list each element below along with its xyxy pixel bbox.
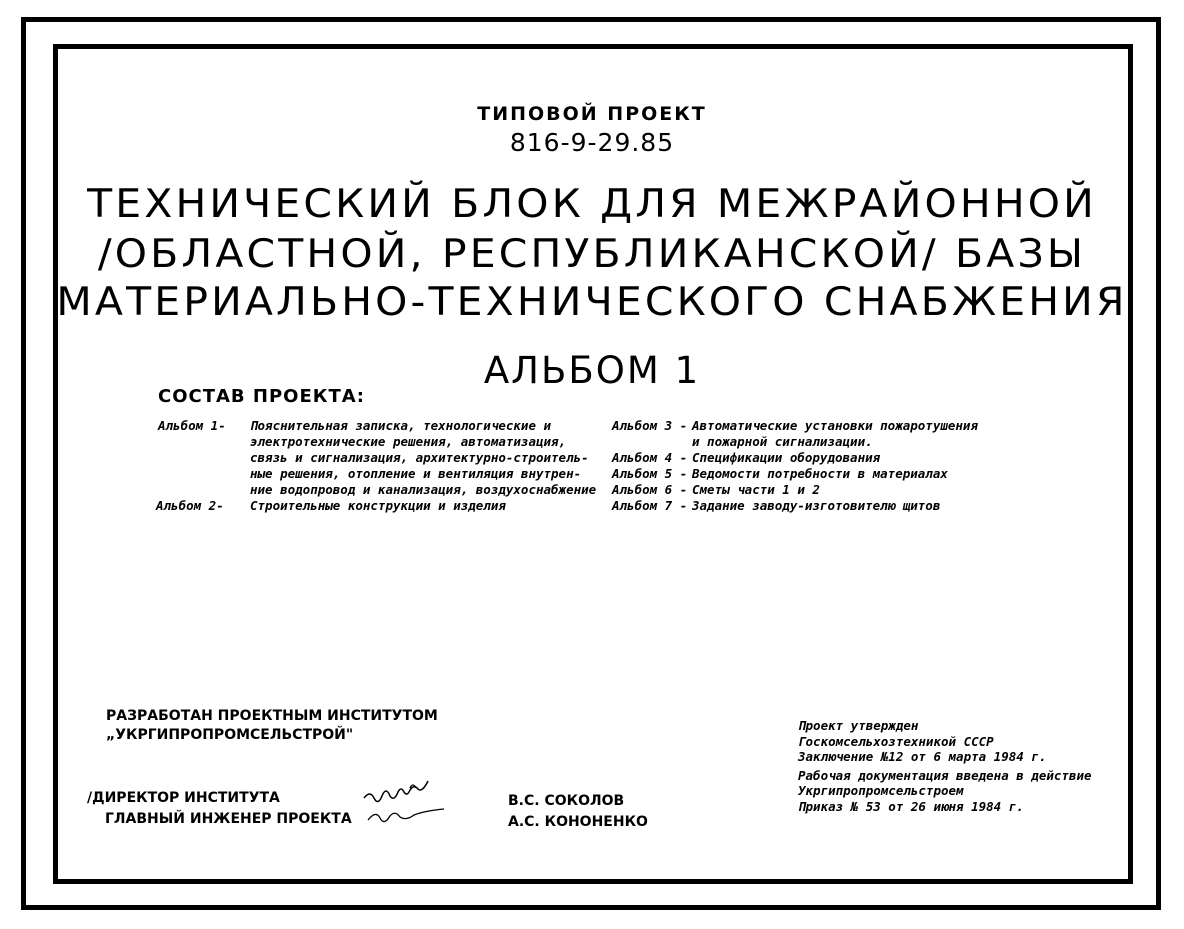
approval-line: Заключение №12 от 6 марта 1984 г. — [798, 749, 1047, 764]
developer-line-1: РАЗРАБОТАН ПРОЕКТНЫМ ИНСТИТУТОМ — [106, 708, 438, 724]
developer-line-2: „УКРГИПРОПРОМСЕЛЬСТРОЙ" — [106, 727, 354, 743]
title-line-2: /ОБЛАСТНОЙ, РЕСПУБЛИКАНСКОЙ/ БАЗЫ — [97, 232, 1087, 277]
director-signature — [364, 781, 428, 802]
album-entry — [612, 498, 978, 514]
description-line: ние водопровод и канализация, воздухоснабжение — [250, 482, 597, 497]
album-label: Альбом 1- — [158, 418, 226, 433]
handwritten-signatures — [360, 778, 450, 828]
album-entry — [612, 482, 978, 498]
album-entry — [156, 498, 596, 514]
description-line: Задание заводу-изготовителю щитов — [692, 498, 941, 513]
title-line-3: МАТЕРИАЛЬНО-ТЕХНИЧЕСКОГО СНАБЖЕНИЯ — [56, 280, 1128, 325]
project-number: 816-9-29.85 — [509, 128, 675, 157]
album-label: Альбом 6 - — [612, 482, 688, 497]
approval-line: Приказ № 53 от 26 июня 1984 г. — [798, 798, 1024, 814]
signature-titles — [87, 788, 352, 830]
album-label: Альбом 2- — [156, 498, 224, 513]
approval-line: Проект утвержден — [798, 718, 919, 733]
signature-names — [508, 791, 648, 833]
album-label: Альбом 7 - — [612, 498, 688, 513]
description-line: и пожарной сигнализации. — [692, 434, 873, 449]
slash-mark: / — [87, 790, 93, 806]
approval-line: Укргипропромсельстроем — [798, 783, 964, 798]
album-label: Альбом 5 - — [612, 466, 688, 481]
album-title: АЛЬБОМ 1 — [483, 349, 701, 392]
description-line: Строительные конструкции и изделия — [250, 498, 506, 513]
description-line: Пояснительная записка, технологические и — [250, 418, 552, 433]
description-line: Автоматические установки пожаротушения — [692, 418, 978, 433]
director-title — [87, 788, 352, 809]
album-entry — [612, 466, 978, 482]
description-line: ные решения, отопление и вентиляция внутрен- — [250, 466, 582, 481]
description-line: Ведомости потребности в материалах — [692, 466, 948, 481]
album-description — [692, 418, 978, 450]
album-description — [250, 418, 596, 498]
approval-line: Рабочая документация введена в действие — [798, 767, 1092, 783]
description-line: электротехнические решения, автоматизация, — [250, 434, 567, 449]
album-label: Альбом 4 - — [612, 450, 688, 465]
project-type: ТИПОВОЙ ПРОЕКТ — [477, 103, 707, 125]
composition-left-column — [158, 418, 596, 514]
director-title-text: ДИРЕКТОР ИНСТИТУТА — [92, 790, 280, 806]
album-entry — [158, 418, 596, 498]
chief-signature — [368, 809, 444, 822]
developer-block — [106, 707, 438, 745]
album-entry — [612, 418, 978, 450]
album-entry — [612, 450, 978, 466]
approval-line: Госкомсельхозтехникой СССР — [798, 733, 994, 749]
description-line: Сметы части 1 и 2 — [692, 482, 820, 497]
composition-heading: СОСТАВ ПРОЕКТА: — [158, 386, 365, 407]
description-line: связь и сигнализация, архитектурно-строитель- — [250, 450, 589, 465]
approval-block — [798, 718, 1092, 814]
director-name: В.С. СОКОЛОВ — [508, 793, 625, 809]
description-line: Спецификации оборудования — [692, 450, 881, 465]
title-line-1: ТЕХНИЧЕСКИЙ БЛОК ДЛЯ МЕЖРАЙОННОЙ — [87, 182, 1097, 227]
chief-title: ГЛАВНЫЙ ИНЖЕНЕР ПРОЕКТА — [105, 811, 352, 827]
chief-name: А.С. КОНОНЕНКО — [508, 814, 648, 830]
album-label: Альбом 3 - — [612, 418, 688, 433]
composition-right-column — [612, 418, 978, 514]
